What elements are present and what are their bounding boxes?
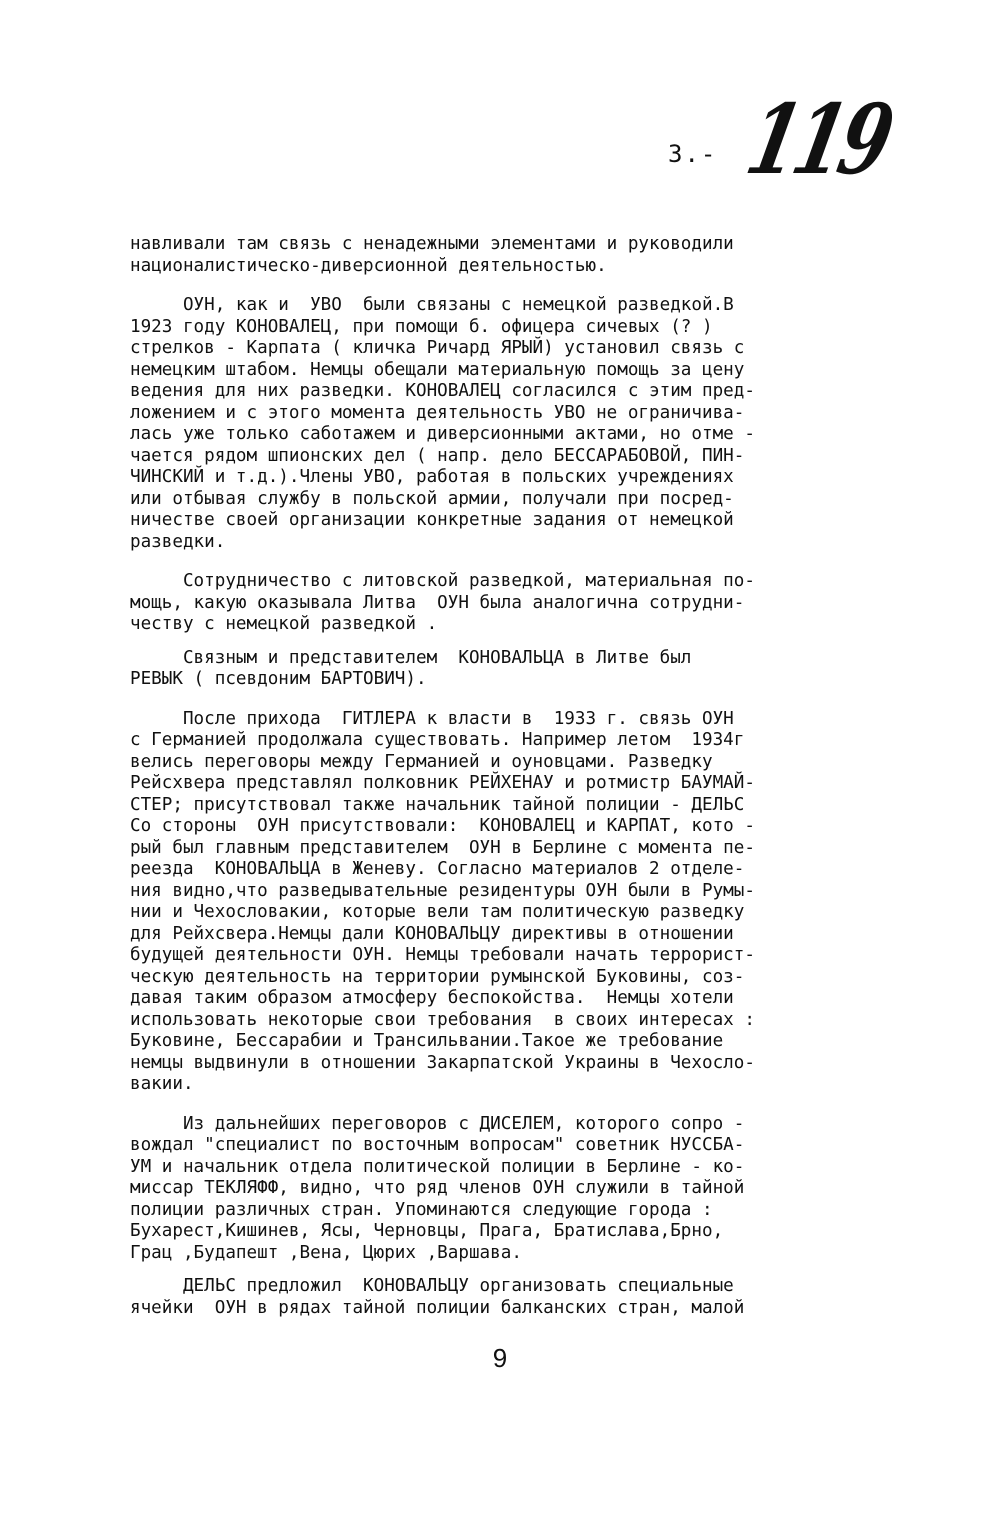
text-line: для Рейхсвера.Немцы дали КОНОВАЛЬЦУ директивы в отношении: [130, 923, 734, 944]
text-line: рый был главным представителем ОУН в Берлине с момента пе-: [130, 837, 755, 858]
text-line: реезда КОНОВАЛЬЦА в Женеву. Согласно материалов 2 отделе-: [130, 859, 745, 879]
paragraph: [130, 1276, 885, 1319]
text-line: использовать некоторые свои требования в своих интересах :: [130, 1009, 755, 1030]
text-line: СТЕР; присутствовал также начальник тайной полиции - ДЕЛЬС: [130, 794, 745, 815]
text-line: мощь, какую оказывала Литва ОУН была аналогична сотрудни-: [130, 592, 745, 613]
text-line: ячейки ОУН в рядах тайной полиции балканских стран, малой: [130, 1297, 745, 1318]
text-line: Бухарест,Кишинев, Ясы, Черновцы, Прага, Братислава,Брно,: [130, 1221, 724, 1241]
text-line: немецким штабом. Немцы обещали материальную помощь за цену: [130, 359, 745, 380]
text-line: Со стороны ОУН присутствовали: КОНОВАЛЕЦ и КАРПАТ, кото -: [130, 816, 755, 836]
text-line: ОУН, как и УВО были связаны с немецкой разведкой.В: [130, 295, 734, 315]
text-line: давая таким образом атмосферу беспокойства. Немцы хотели: [130, 988, 734, 1008]
text-line: будущей деятельности ОУН. Немцы требовали начать террорист-: [130, 945, 755, 965]
text-line: ЧИНСКИЙ и т.д.).Члены УВО, работая в польских учреждениях: [130, 467, 734, 487]
text-line: РЕВЫК ( псевдоним БАРТОВИЧ).: [130, 669, 427, 689]
text-line: полиции различных стран. Упоминаются следующие города :: [130, 1199, 713, 1220]
text-line: или отбывая службу в польской армии, получали при посред-: [130, 488, 734, 509]
text-line: нии и Чехословакии, которые вели там политическую разведку: [130, 902, 745, 922]
text-line: Сотрудничество с литовской разведкой, материальная по-: [130, 571, 755, 591]
text-line: Из дальнейших переговоров с ДИСЕЛЕМ, которого сопро -: [130, 1113, 745, 1134]
text-line: с Германией продолжала существовать. Например летом 1934г: [130, 730, 745, 750]
paragraph: [130, 234, 885, 277]
text-line: УМ и начальник отдела политической полиции в Берлине - ко-: [130, 1156, 745, 1177]
text-line: вакии.: [130, 1074, 194, 1094]
text-line: ведения для них разведки. КОНОВАЛЕЦ согласился с этим пред-: [130, 381, 755, 401]
text-line: ничестве своей организации конкретные задания от немецкой: [130, 510, 734, 530]
paragraph: [130, 295, 885, 553]
text-line: ческую деятельность на территории румынской Буковины, соз-: [130, 966, 745, 987]
text-line: ния видно,что разведывательные резидентуры ОУН были в Румы-: [130, 880, 755, 901]
paragraph: [130, 648, 885, 691]
text-line: 1923 году КОНОВАЛЕЦ, при помощи б. офицера сичевых (? ): [130, 316, 713, 337]
page-marker: 3.-: [668, 140, 718, 168]
page-number: 9: [492, 1343, 508, 1373]
paragraph: [130, 1114, 885, 1265]
text-line: навливали там связь с ненадежными элементами и руководили: [130, 234, 734, 254]
text-line: честву с немецкой разведкой .: [130, 614, 438, 634]
paragraph: [130, 571, 885, 636]
text-line: националистическо-диверсионной деятельностью.: [130, 255, 607, 276]
paragraph: [130, 709, 885, 1096]
text-line: стрелков - Карпата ( кличка Ричард ЯРЫЙ) установил связь с: [130, 338, 745, 358]
text-line: вождал "специалист по восточным вопросам" советник НУССБА-: [130, 1135, 745, 1155]
text-line: велись переговоры между Германией и оуновцами. Разведку: [130, 751, 713, 772]
text-line: немцы выдвинули в отношении Закарпатской Украины в Чехосло-: [130, 1052, 755, 1073]
text-line: ложением и с этого момента деятельность УВО не ограничива-: [130, 402, 745, 423]
text-line: Связным и представителем КОНОВАЛЬЦА в Литве был: [130, 647, 692, 668]
text-line: разведки.: [130, 531, 226, 552]
text-line: миссар ТЕКЛЯФФ, видно, что ряд членов ОУН служили в тайной: [130, 1178, 745, 1198]
text-line: Рейсхвера представлял полковник РЕЙХЕНАУ и ротмистр БАУМАЙ-: [130, 773, 755, 793]
document-body: [130, 234, 885, 1337]
text-line: После прихода ГИТЛЕРА к власти в 1933 г. связь ОУН: [130, 708, 734, 729]
text-line: ДЕЛЬС предложил КОНОВАЛЬЦУ организовать специальные: [130, 1276, 734, 1296]
text-line: чается рядом шпионских дел ( напр. дело БЕССАРАБОВОЙ, ПИН-: [130, 445, 745, 466]
text-line: Буковине, Бессарабии и Трансильвании.Такое же требование: [130, 1031, 724, 1051]
text-line: Грац ,Будапешт ,Вена, Цюрих ,Варшава.: [130, 1242, 522, 1263]
text-line: лась уже только саботажем и диверсионными актами, но отме -: [130, 424, 755, 444]
handwritten-folio-number: 119: [737, 83, 899, 196]
